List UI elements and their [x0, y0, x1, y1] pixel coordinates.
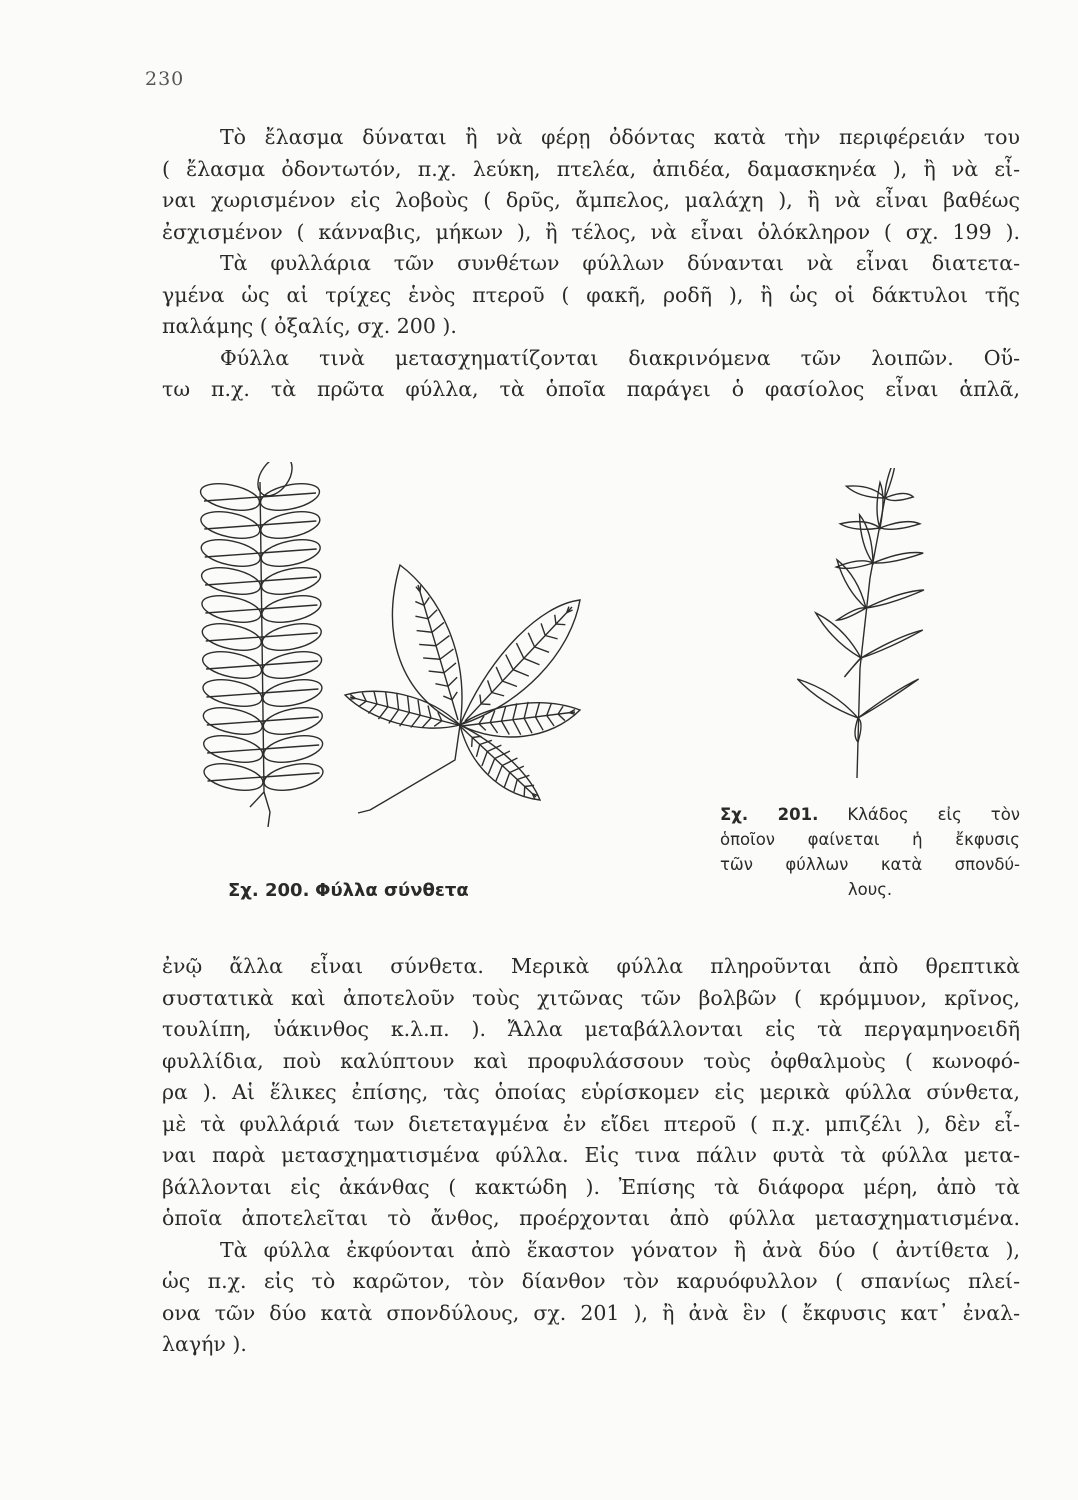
leaflet: [200, 591, 264, 627]
text-line: Φύλλα τινὰ μετασχηματίζονται διακρινόμενα τῶν λοιπῶν. Οὕ-: [220, 345, 1020, 370]
leaflet: [261, 675, 325, 711]
text-line: Τὰ φυλλάρια τῶν συνθέτων φύλλων δύνανται νὰ εἶναι διατετα-: [220, 251, 1020, 275]
leaflet: [261, 703, 325, 739]
figure-201-caption: [720, 802, 1020, 902]
text-line: τουλίπη, ὑάκινθος κ.λ.π. ). Ἄλλα μεταβάλλονται εἰς τὰ περγαμηνοειδῆ: [162, 1017, 1020, 1041]
leaflet: [262, 759, 326, 795]
text-line: συστατικὰ καὶ ἀποτελοῦν τοὺς χιτῶνας τῶν βολβῶν ( κρόμμυον, κρῖνος,: [162, 985, 1020, 1010]
text-line: ( ἔλασμα ὀδοντωτόν, π.χ. λεύκη, πτελέα, ἀπιδέα, δαμασκηνέα ), ἢ νὰ εἶ-: [162, 156, 1020, 181]
text-line: βάλλονται εἰς ἀκάνθας ( κακτώδη ). Ἐπίσης τὰ διάφορα μέρη, ἀπὸ τὰ: [162, 1174, 1020, 1199]
branch-leaf: [837, 608, 866, 620]
text-line: ναι παρὰ μετασχηματισμένα φύλλα. Εἰς τινα πάλιν φυτὰ τὰ φύλλα μετα-: [162, 1143, 1020, 1167]
text-line: ὁποῖα ἀποτελεῖται τὸ ἄνθος, προέρχονται ἀπὸ φύλλα μετασχηματισμένα.: [162, 1206, 1020, 1230]
branch-leaf: [837, 560, 866, 608]
text-line: μὲ τὰ φυλλάριά των διετεταγμένα ἐν εἴδει πτεροῦ ( π.χ. μπιζέλι ), δὲν εἶ-: [162, 1111, 1020, 1136]
text-line: γμένα ὡς αἱ τρίχες ἑνὸς πτεροῦ ( φακῆ, ροδῆ ), ἢ ὡς οἱ δάκτυλοι τῆς: [162, 282, 1020, 307]
branch-leaf: [885, 493, 913, 500]
text-line: φυλλίδια, ποὺ καλύπτουν καὶ προφυλάσσουν τοὺς ὀφθαλμοὺς ( κωνοφό-: [162, 1048, 1020, 1073]
text-line: Τὸ ἔλασμα δύναται ἢ νὰ φέρῃ ὀδόντας κατὰ τὴν περιφέρειάν του: [220, 125, 1020, 149]
figure-201-line: Κλάδος εἰς τὸν: [847, 805, 1021, 824]
branch-leaf: [873, 552, 923, 563]
text-line: λαγήν ).: [162, 1332, 247, 1356]
palmate-leaf-figure: [340, 545, 585, 830]
leaflet: [260, 619, 324, 655]
figure-200-text: Φύλλα σύνθετα: [315, 880, 469, 901]
page-number: 230: [145, 68, 185, 90]
figure-200-caption: [228, 880, 469, 901]
figure-200-label: Σχ. 200.: [228, 880, 310, 901]
branch-leaf: [885, 468, 895, 498]
bottom-paragraph: [162, 951, 1020, 1361]
leaflet: [259, 563, 323, 599]
branch-leaf: [844, 658, 861, 677]
branch-leaf: [836, 561, 873, 569]
branch-leaf: [858, 679, 919, 718]
pinnate-leaf-figure: [190, 462, 330, 847]
figure-201-line: ὁποῖον φαίνεται ἡ ἔκφυσις: [720, 830, 1020, 849]
text-line: παλάμης ( ὀξαλίς, σχ. 200 ).: [162, 314, 457, 338]
leaflet: [199, 535, 263, 571]
leaflet: [201, 675, 265, 711]
text-line: ονα τῶν δύο κατὰ σπονδύλους, σχ. 201 ), ἢ ἀνὰ ἓν ( ἔκφυσις κατ᾽ ἐναλ-: [162, 1300, 1020, 1325]
leaflet: [199, 563, 263, 599]
branch-leaf: [797, 679, 858, 718]
text-line: ἐσχισμένον ( κάνναβις, μήκων ), ἢ τέλος, νὰ εἶναι ὁλόκληρον ( σχ. 199 ).: [162, 219, 1020, 244]
leaflet: [201, 703, 265, 739]
top-paragraph: [162, 122, 1020, 406]
leaflet: [259, 535, 323, 571]
text-line: ναι χωρισμένον εἰς λοβοὺς ( δρῦς, ἄμπελος, μαλάχη ), ἢ νὰ εἶναι βαθέως: [162, 188, 1020, 212]
leaflet: [260, 647, 324, 683]
figure-201-label: Σχ. 201.: [720, 805, 819, 824]
text-line: τω π.χ. τὰ πρῶτα φύλλα, τὰ ὁποῖα παράγει ὁ φασίολος εἶναι ἁπλᾶ,: [162, 377, 1020, 401]
text-line: ρα ). Αἱ ἕλικες ἐπίσης, τὰς ὁποίας εὑρίσκομεν εἰς μερικὰ φύλλα σύνθετα,: [162, 1080, 1020, 1104]
leaflet: [259, 507, 323, 543]
text-line: ἐνῷ ἄλλα εἶναι σύνθετα. Μερικὰ φύλλα πληροῦνται ἀπὸ θρεπτικὰ: [162, 954, 1020, 978]
leaflet: [201, 731, 265, 767]
branch-leaf: [866, 590, 924, 608]
whorled-branch-figure: [745, 468, 980, 783]
leaflet: [260, 591, 324, 627]
leaflet: [261, 731, 325, 767]
leaflet: [258, 479, 322, 515]
text-line: Τὰ φύλλα ἐκφύονται ἀπὸ ἕκαστον γόνατον ἢ ἀνὰ δύο ( ἀντίθετα ),: [220, 1237, 1020, 1262]
text-line: ὡς π.χ. εἰς τὸ καρῶτον, τὸν δίανθον τὸν καρυόφυλλον ( σπανίως πλεί-: [162, 1269, 1020, 1293]
branch-leaf: [861, 630, 923, 658]
leaflet: [202, 759, 266, 795]
figure-201-line: τῶν φύλλων κατὰ σπονδύ-: [720, 855, 1020, 874]
figure-201-line: λους.: [847, 880, 893, 899]
leaflet: [199, 507, 263, 543]
leaflet: [200, 647, 264, 683]
branch-leaf: [880, 522, 920, 530]
leaflet: [200, 619, 264, 655]
leaflet: [198, 479, 262, 515]
